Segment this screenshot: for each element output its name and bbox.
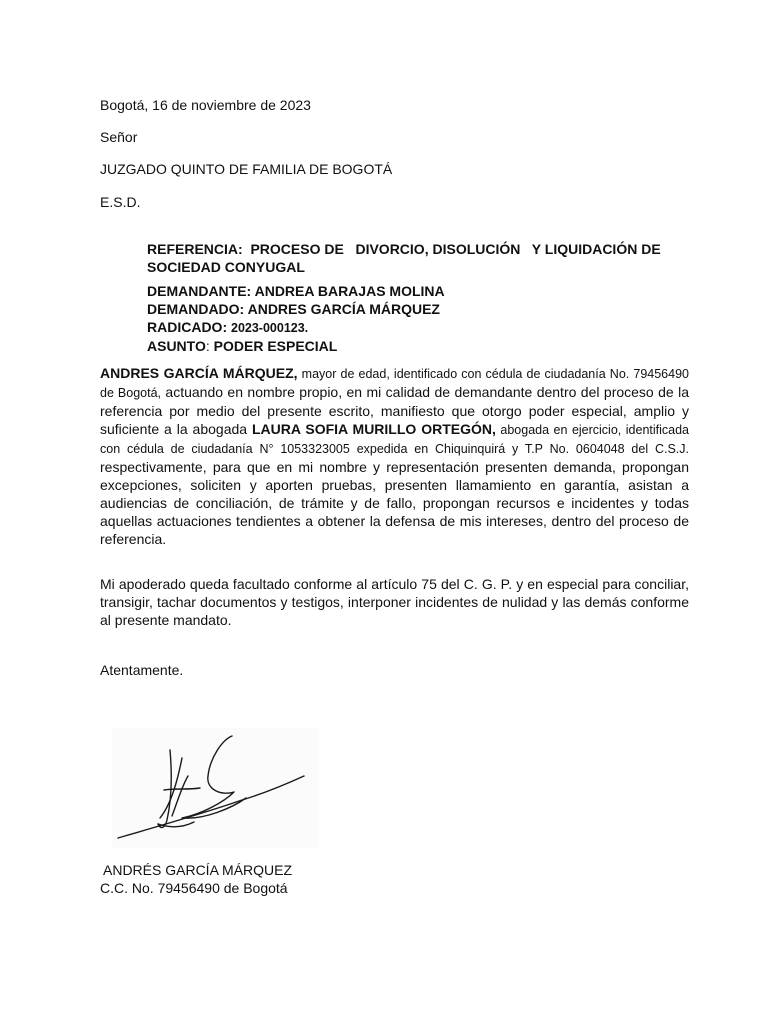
place-date: Bogotá, 16 de noviembre de 2023 [100,97,311,113]
closing: Atentamente. [100,662,184,678]
reference-text: PROCESO DE DIVORCIO, DISOLUCIÓN Y LIQUIDACIÓN DE [250,241,661,257]
paragraph-1-text-a: actuando en nombre propio, en mi calidad de demandante dentro del proceso de la referencia por medio del presente escrito, manifiesto que otorgo poder especial, amplio y suficiente a la abogada [100,384,690,437]
signature-drawing [112,728,318,848]
filed-line [147,318,667,337]
subject-label: ASUNTO [147,338,206,354]
recipient: JUZGADO QUINTO DE FAMILIA DE BOGOTÁ [100,161,393,177]
grantor-name: ANDRES GARCÍA MÁRQUEZ, [100,365,298,381]
paragraph-1-text-b: respectivamente, para que en mi nombre y representación presenten demanda, propongan excepciones, soliciten y aporten pruebas, presenten llamamiento en garantía, asistan a audiencias de conciliación, de trámite y de fallo, propongan recursos e incidentes y todas aquellas actuaciones tendientes a obtener la defensa de mis intereses, dentro del proceso de referencia. [100,459,689,547]
filed-label: RADICADO: [147,319,228,335]
subject-colon: : [205,338,210,354]
defendant-line [147,300,667,318]
plaintiff-label: DEMANDANTE: [147,283,252,299]
plaintiff-name: ANDREA BARAJAS MOLINA [254,283,445,299]
lawyer-name: LAURA SOFIA MURILLO ORTEGÓN, [251,421,496,437]
salutation: Señor [100,129,138,145]
body-paragraph-2: Mi apoderado queda facultado conforme al artículo 75 del C. G. P. y en especial para conciliar, transigir, tachar documentos y testigos, interponer incidentes de nulidad y las demás conforme al presente mandato. [100,576,689,628]
signatory-name: ANDRÉS GARCÍA MÁRQUEZ [103,862,293,878]
handwritten-signature [112,728,318,848]
subject-line [147,337,667,355]
reference-block [147,240,667,276]
reference-label: REFERENCIA: [147,241,243,257]
signatory-id: C.C. No. 79456490 de Bogotá [100,880,288,896]
subject-value: PODER ESPECIAL [213,338,338,354]
reference-text-continued: SOCIEDAD CONYUGAL [147,259,305,275]
plaintiff-line [147,282,667,300]
parties-block [147,282,667,355]
reference-line [147,240,667,258]
lawyer-id-text: abogada en ejercicio, identificada con cédula de ciudadanía N° 1053323005 expedida en Chiquinquirá y T.P No. 0604048 del C.S.J. [100,423,689,456]
body-paragraph-1 [100,364,689,548]
defendant-label: DEMANDADO: [147,301,245,317]
defendant-name: ANDRES GARCÍA MÁRQUEZ [247,301,440,317]
esd-line: E.S.D. [100,194,141,210]
grantor-id-text: mayor de edad, identificado con cédula de ciudadanía No. 79456490 de Bogotá, [100,367,689,400]
filed-number: 2023-000123. [231,321,309,335]
